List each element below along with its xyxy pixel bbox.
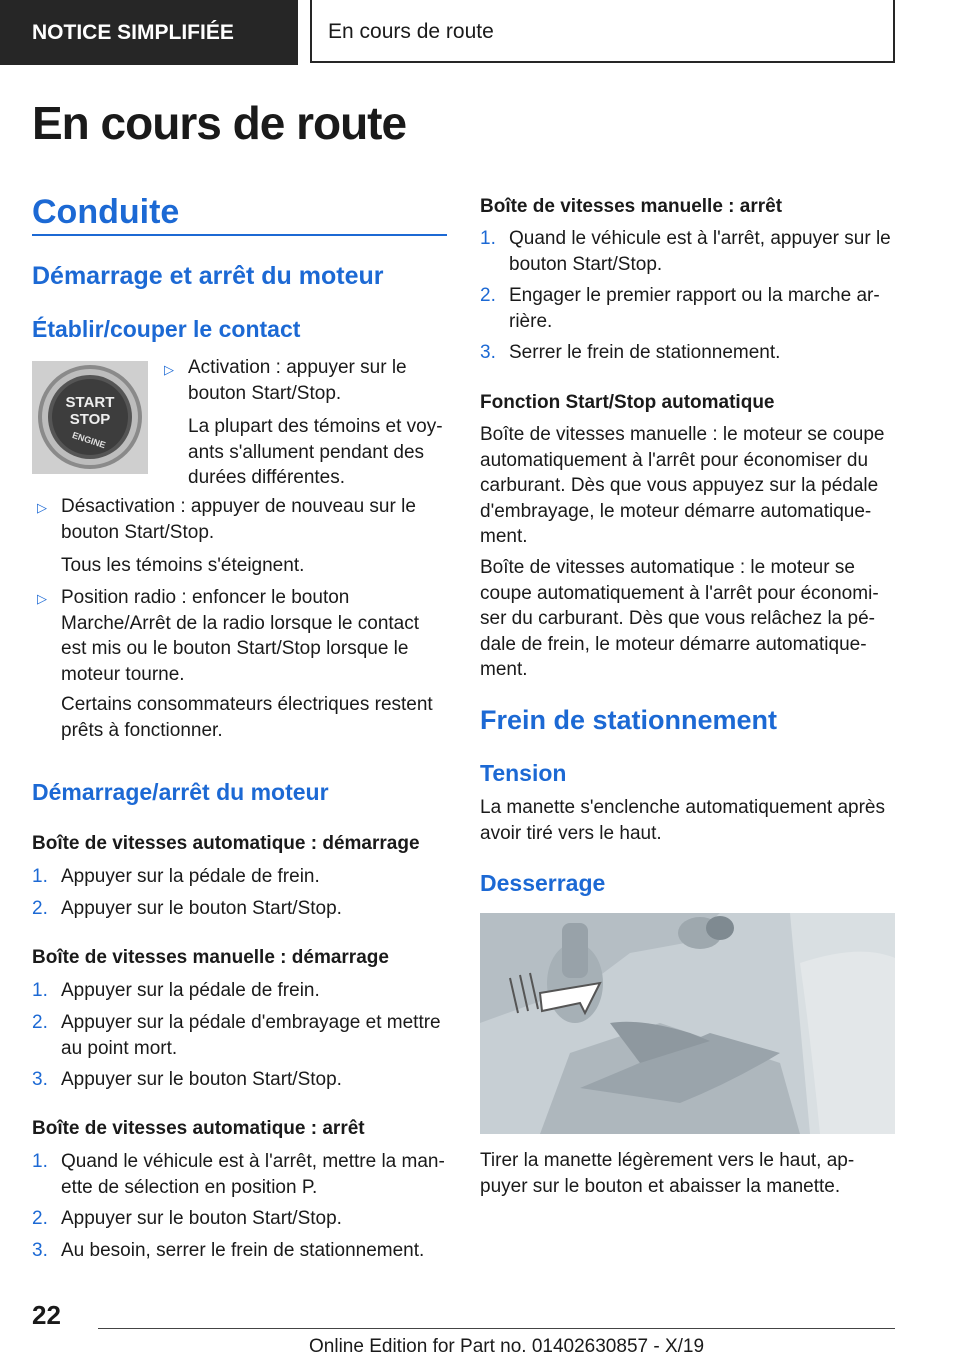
section-rule <box>32 234 447 236</box>
manual-start-step-2: Appuyer sur la pédale d'embrayage et mettre au point mort. <box>61 1012 441 1059</box>
step-number: 3. <box>32 1069 48 1090</box>
auto-start-stop-paragraph-2: Boîte de vitesses automatique : le moteur se coupe automatiquement à l'arrêt pour économiser du carburant. Dès que vous relâchez la pédale de frein, le moteur démarre automatiquement. <box>480 557 879 680</box>
auto-stop-step-2: Appuyer sur le bouton Start/Stop. <box>61 1208 342 1229</box>
auto-start-title: Boîte de vitesses automatique : démarrage <box>32 833 420 854</box>
manual-stop-step-3: Serrer le frein de stationnement. <box>509 342 781 363</box>
footer-edition: Online Edition for Part no. 01402630857 - X/19 <box>309 1336 705 1357</box>
bullet-triangle-icon: ▷ <box>37 591 47 606</box>
bullet-position-radio-note: Certains consommateurs électriques restent prêts à fonctionner. <box>61 694 433 741</box>
tension-text: La manette s'enclenche automatiquement après avoir tiré vers le haut. <box>480 797 885 844</box>
start-stop-button-icon <box>32 361 148 474</box>
step-number: 1. <box>32 1151 48 1172</box>
bullet-desactivation: Désactivation : appuyer de nouveau sur le bouton Start/Stop. <box>61 496 416 543</box>
start-stop-button-image <box>32 361 148 474</box>
heading-demarrage-moteur: Démarrage/arrêt du moteur <box>32 779 329 805</box>
step-number: 2. <box>32 1012 48 1033</box>
step-number: 1. <box>32 866 48 887</box>
manual-stop-step-2: Engager le premier rapport ou la marche arrière. <box>509 285 880 332</box>
manual-stop-title: Boîte de vitesses manuelle : arrêt <box>480 196 783 217</box>
step-number: 2. <box>32 1208 48 1229</box>
bullet-triangle-icon: ▷ <box>164 362 174 377</box>
page-number: 22 <box>32 1300 61 1330</box>
bullet-position-radio: Position radio : enfoncer le bouton Marche/Arrêt de la radio lorsque le contact est mis ou le bouton Start/Stop lorsque le moteur tourne. <box>61 587 420 685</box>
parking-brake-illustration <box>480 913 895 1134</box>
step-number: 3. <box>480 342 496 363</box>
heading-etablir-contact: Établir/couper le contact <box>32 316 301 342</box>
step-number: 1. <box>32 980 48 1001</box>
heading-frein-stationnement: Frein de stationnement <box>480 705 778 735</box>
bullet-triangle-icon: ▷ <box>37 500 47 515</box>
heading-demarrage-arret: Démarrage et arrêt du moteur <box>32 262 384 290</box>
header-section-label: NOTICE SIMPLIFIÉE <box>32 21 234 44</box>
heading-tension: Tension <box>480 760 567 786</box>
auto-start-step-2: Appuyer sur le bouton Start/Stop. <box>61 898 342 919</box>
bullet-activation: Activation : appuyer sur le bouton Start/Stop. <box>188 357 407 404</box>
auto-stop-title: Boîte de vitesses automatique : arrêt <box>32 1118 365 1139</box>
parking-brake-image <box>480 913 895 1134</box>
page-title: En cours de route <box>32 97 407 149</box>
step-number: 1. <box>480 228 496 249</box>
step-number: 2. <box>480 285 496 306</box>
manual-start-step-3: Appuyer sur le bouton Start/Stop. <box>61 1069 342 1090</box>
manual-stop-step-1: Quand le véhicule est à l'arrêt, appuyer sur le bouton Start/Stop. <box>509 228 891 275</box>
desserrage-text: Tirer la manette légèrement vers le haut, appuyer sur le bouton et abaisser la manette. <box>480 1150 855 1197</box>
auto-start-stop-paragraph-1: Boîte de vitesses manuelle : le moteur se coupe automatiquement à l'arrêt pour économiser du carburant. Dès que vous appuyez sur la pédale d'embrayage, le moteur démarre automatiquement. <box>480 424 885 547</box>
step-number: 3. <box>32 1240 48 1261</box>
auto-stop-step-1: Quand le véhicule est à l'arrêt, mettre la manette de sélection en position P. <box>61 1151 445 1198</box>
heading-conduite: Conduite <box>32 193 180 231</box>
bullet-desactivation-note: Tous les témoins s'éteignent. <box>61 555 305 576</box>
manual-start-step-1: Appuyer sur la pédale de frein. <box>61 980 320 1001</box>
header-chapter-label: En cours de route <box>328 20 494 43</box>
button-label-stop: STOP <box>69 411 111 428</box>
button-label-engine: ENGINE <box>70 430 107 451</box>
step-number: 2. <box>32 898 48 919</box>
auto-start-stop-title: Fonction Start/Stop automatique <box>480 392 775 413</box>
footer-rule <box>98 1328 895 1329</box>
auto-stop-step-3: Au besoin, serrer le frein de stationnement. <box>61 1240 425 1261</box>
header-section-tab <box>0 0 298 65</box>
header-chapter-tab <box>310 0 895 63</box>
auto-start-step-1: Appuyer sur la pédale de frein. <box>61 866 320 887</box>
manual-start-title: Boîte de vitesses manuelle : démarrage <box>32 947 389 968</box>
heading-desserrage: Desserrage <box>480 870 606 896</box>
bullet-activation-note: La plupart des témoins et voyants s'allument pendant des durées différentes. <box>188 416 443 488</box>
button-label-start: START <box>65 394 115 411</box>
